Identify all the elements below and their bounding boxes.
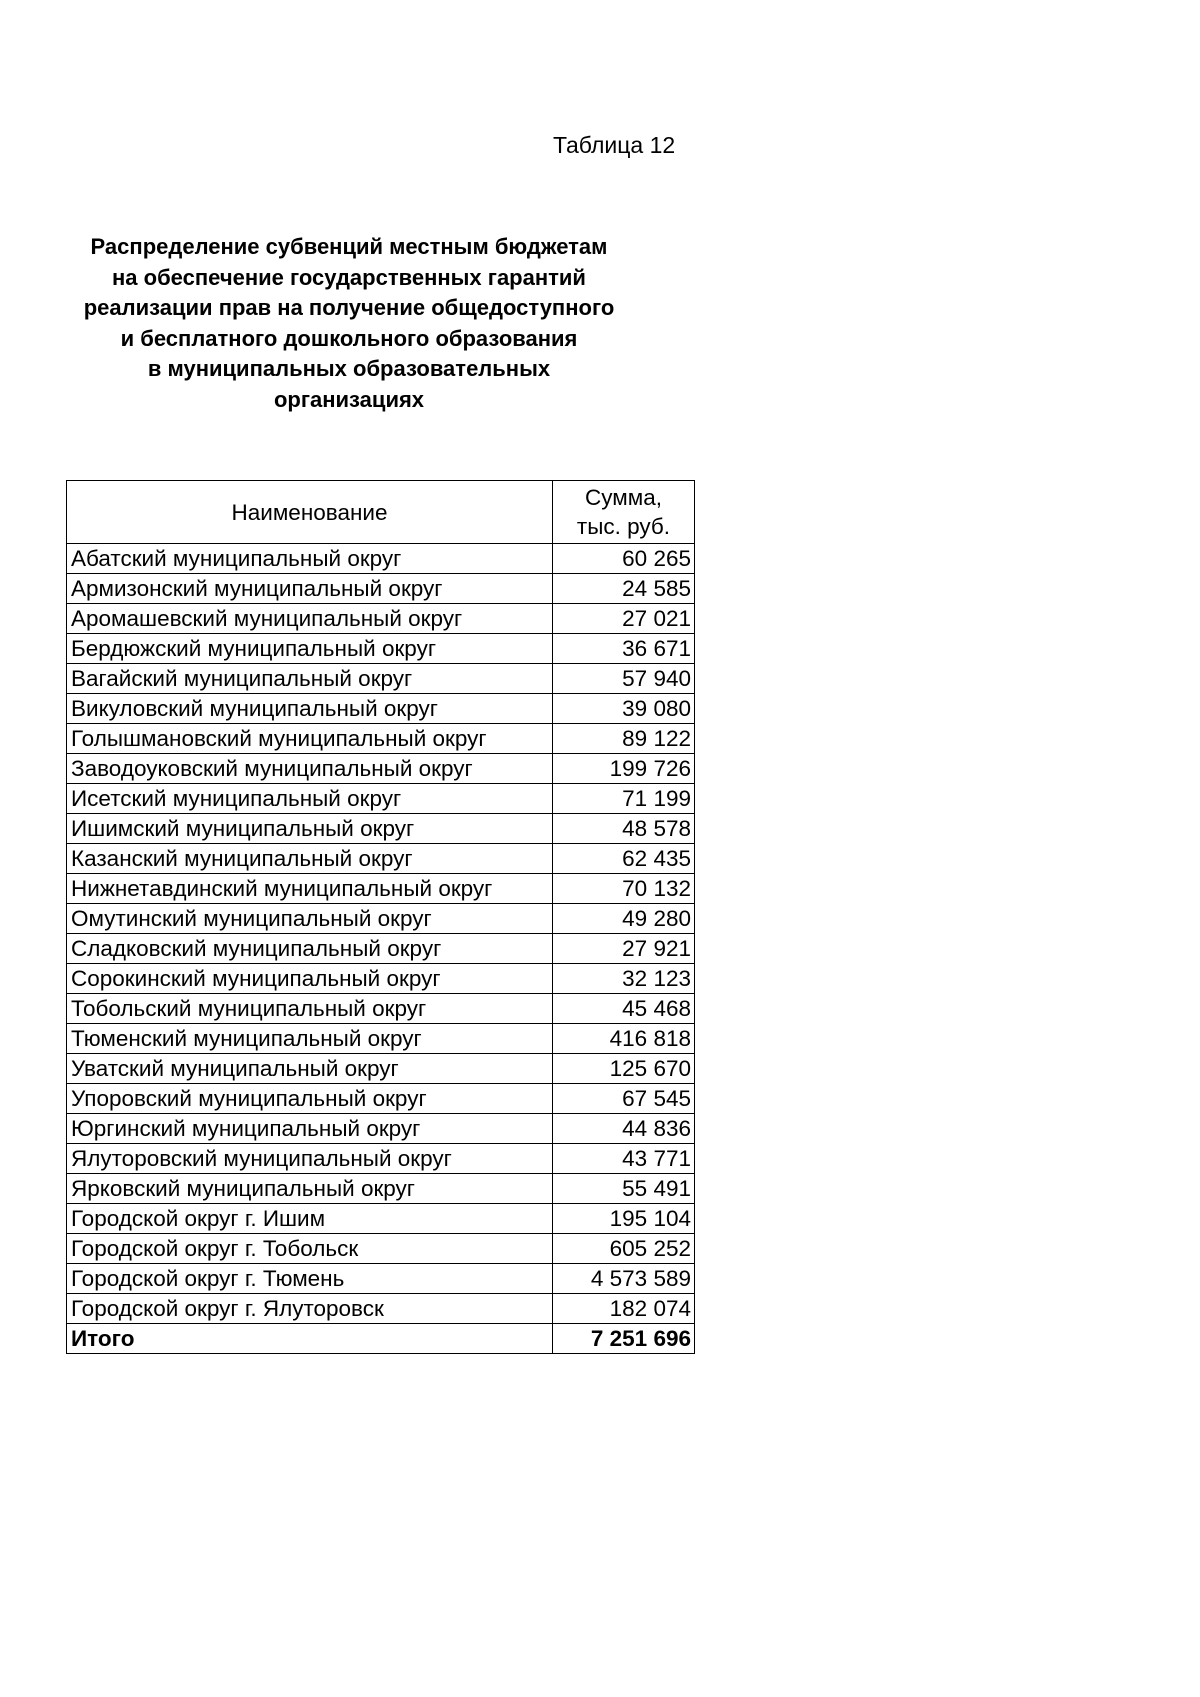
title-line: Распределение субвенций местным бюджетам <box>90 234 608 259</box>
table-row <box>67 1294 695 1324</box>
row-name: Омутинский муниципальный округ <box>67 904 553 934</box>
table-row <box>67 724 695 754</box>
table-header <box>67 481 695 544</box>
title-line: организациях <box>273 386 425 412</box>
row-name: Тюменский муниципальный округ <box>67 1024 553 1054</box>
total-label: Итого <box>67 1324 553 1354</box>
row-sum: 4 573 589 <box>553 1264 695 1294</box>
row-sum: 32 123 <box>553 964 695 994</box>
row-name: Абатский муниципальный округ <box>67 544 553 574</box>
row-sum: 39 080 <box>553 694 695 724</box>
table-row <box>67 544 695 574</box>
table-row <box>67 1204 695 1234</box>
row-name: Ишимский муниципальный округ <box>67 814 553 844</box>
table-row <box>67 1144 695 1174</box>
row-sum: 605 252 <box>553 1234 695 1264</box>
row-name: Юргинский муниципальный округ <box>67 1114 553 1144</box>
row-sum: 60 265 <box>553 544 695 574</box>
row-sum: 36 671 <box>553 634 695 664</box>
document-title <box>66 232 632 416</box>
table-row <box>67 964 695 994</box>
table-body <box>67 544 695 1354</box>
row-name: Ярковский муниципальный округ <box>67 1174 553 1204</box>
row-sum: 89 122 <box>553 724 695 754</box>
title-line: на обеспечение государственных гарантий <box>112 264 586 290</box>
row-sum: 67 545 <box>553 1084 695 1114</box>
row-name: Казанский муниципальный округ <box>67 844 553 874</box>
row-name: Городской округ г. Тюмень <box>67 1264 553 1294</box>
row-sum: 195 104 <box>553 1204 695 1234</box>
row-name: Уватский муниципальный округ <box>67 1054 553 1084</box>
row-sum: 55 491 <box>553 1174 695 1204</box>
table-row <box>67 934 695 964</box>
title-line: и бесплатного дошкольного образования <box>120 325 578 351</box>
row-name: Ялуторовский муниципальный округ <box>67 1144 553 1174</box>
row-sum: 49 280 <box>553 904 695 934</box>
row-sum: 48 578 <box>553 814 695 844</box>
table-row <box>67 1174 695 1204</box>
title-line: в муниципальных образовательных <box>147 356 551 382</box>
allocation-table <box>66 480 695 1354</box>
table-row <box>67 1084 695 1114</box>
row-name: Аромашевский муниципальный округ <box>67 604 553 634</box>
table-row <box>67 874 695 904</box>
table-row <box>67 634 695 664</box>
table-number: Таблица 12 <box>553 132 676 158</box>
row-sum: 199 726 <box>553 754 695 784</box>
row-name: Армизонский муниципальный округ <box>67 574 553 604</box>
total-row <box>67 1324 695 1354</box>
row-name: Исетский муниципальный округ <box>67 784 553 814</box>
row-name: Нижнетавдинский муниципальный округ <box>67 874 553 904</box>
table-row <box>67 1054 695 1084</box>
table-row <box>67 904 695 934</box>
row-name: Заводоуковский муниципальный округ <box>67 754 553 784</box>
table-row <box>67 994 695 1024</box>
total-sum: 7 251 696 <box>553 1324 695 1354</box>
row-name: Бердюжский муниципальный округ <box>67 634 553 664</box>
row-sum: 27 921 <box>553 934 695 964</box>
title-line: реализации прав на получение общедоступного <box>83 295 615 321</box>
row-sum: 24 585 <box>553 574 695 604</box>
header-sum-line1: Сумма, <box>585 485 662 510</box>
row-name: Городской округ г. Ишим <box>67 1204 553 1234</box>
row-sum: 416 818 <box>553 1024 695 1054</box>
row-name: Вагайский муниципальный округ <box>67 664 553 694</box>
table-row <box>67 664 695 694</box>
header-sum-line2: тыс. руб. <box>576 514 671 539</box>
row-sum: 62 435 <box>553 844 695 874</box>
row-name: Тобольский муниципальный округ <box>67 994 553 1024</box>
row-sum: 70 132 <box>553 874 695 904</box>
row-name: Викуловский муниципальный округ <box>67 694 553 724</box>
table-row <box>67 844 695 874</box>
row-name: Сладковский муниципальный округ <box>67 934 553 964</box>
row-sum: 57 940 <box>553 664 695 694</box>
row-sum: 45 468 <box>553 994 695 1024</box>
row-name: Голышмановский муниципальный округ <box>67 724 553 754</box>
row-name: Городской округ г. Тобольск <box>67 1234 553 1264</box>
table-row <box>67 1114 695 1144</box>
table-row <box>67 784 695 814</box>
table-row <box>67 1024 695 1054</box>
header-name: Наименование <box>67 481 553 544</box>
row-name: Упоровский муниципальный округ <box>67 1084 553 1114</box>
table-row <box>67 814 695 844</box>
table-row <box>67 1234 695 1264</box>
table-row <box>67 604 695 634</box>
row-sum: 44 836 <box>553 1114 695 1144</box>
table-row <box>67 694 695 724</box>
table-row <box>67 754 695 784</box>
row-sum: 27 021 <box>553 604 695 634</box>
table-row <box>67 1264 695 1294</box>
header-sum <box>553 481 695 544</box>
row-name: Сорокинский муниципальный округ <box>67 964 553 994</box>
row-sum: 71 199 <box>553 784 695 814</box>
header-row <box>67 481 695 544</box>
row-sum: 43 771 <box>553 1144 695 1174</box>
row-sum: 125 670 <box>553 1054 695 1084</box>
row-sum: 182 074 <box>553 1294 695 1324</box>
row-name: Городской округ г. Ялуторовск <box>67 1294 553 1324</box>
table-row <box>67 574 695 604</box>
